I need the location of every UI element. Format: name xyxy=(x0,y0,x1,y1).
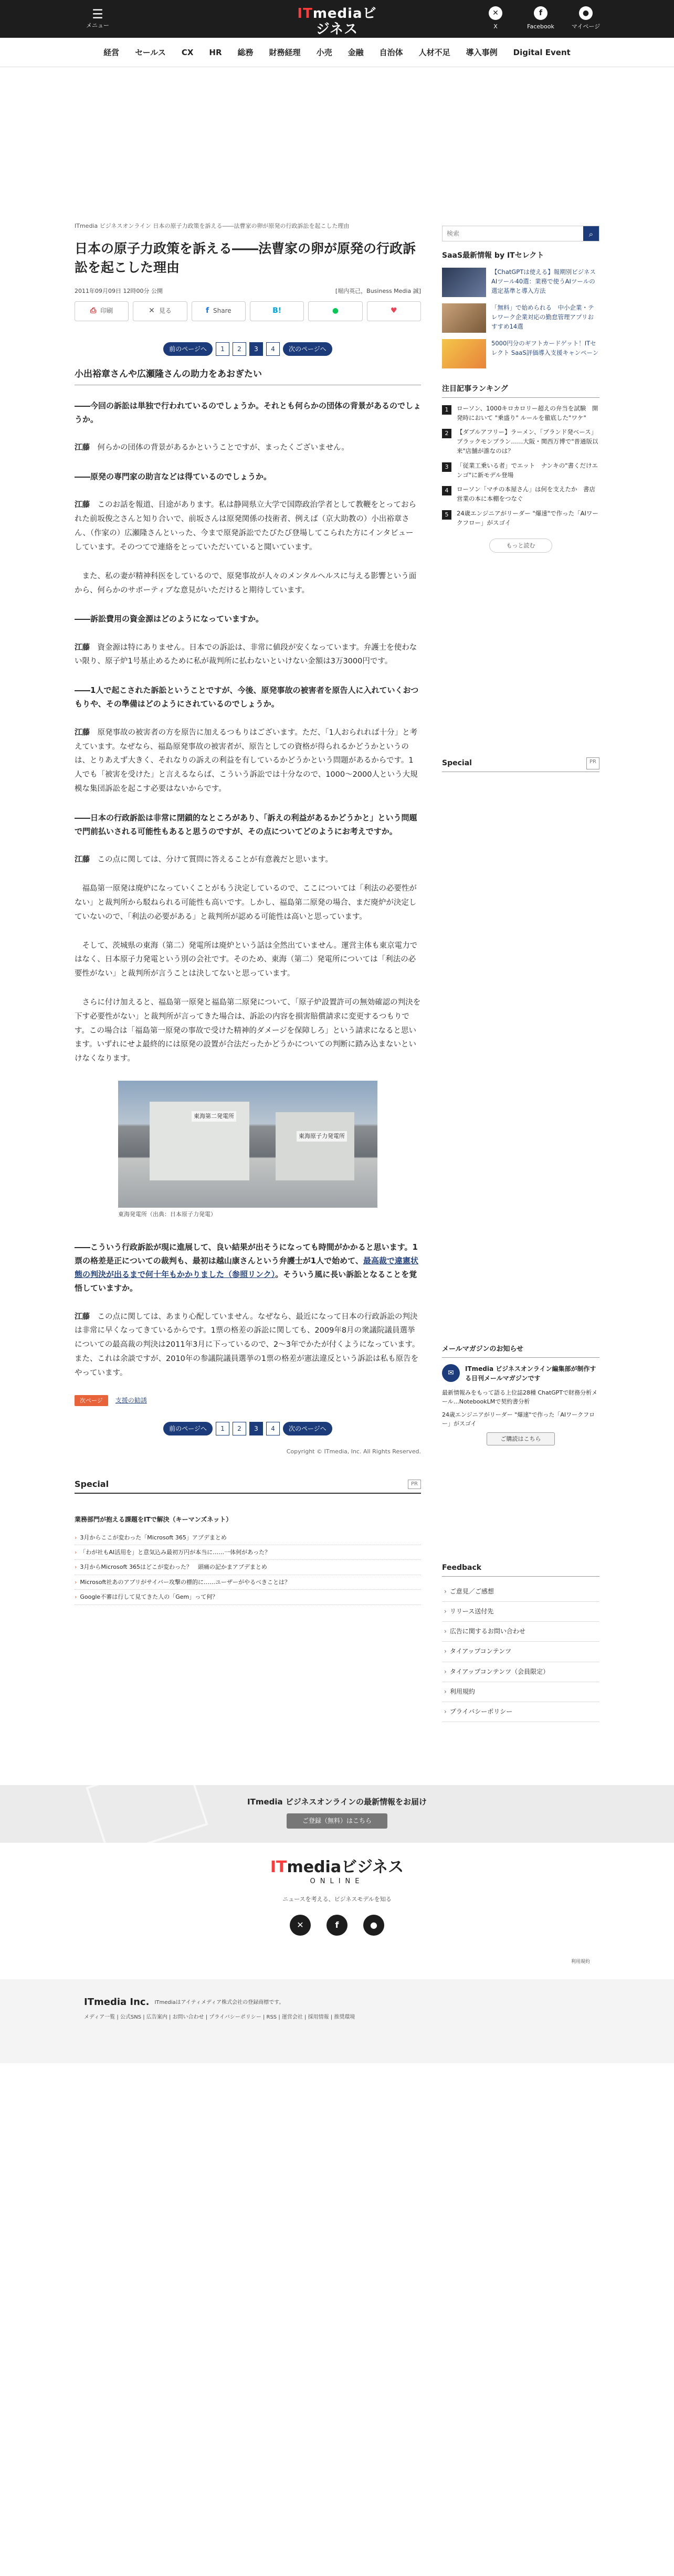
newsletter-text: ITmedia ビジネスオンライン編集部が制作する日刊メールマガジンです xyxy=(465,1365,596,1382)
keyman-text: 「わが社もAI活用を」と意気込み最初万円が本当に……一体何があった？ xyxy=(80,1549,271,1556)
chevron-right-icon: › xyxy=(444,1648,447,1655)
newsletter-item[interactable]: 最新情報みをもって語る上位誌28種 ChatGPTで財務分析メール…NotebookLMで契約書分析 xyxy=(442,1389,598,1405)
page-link[interactable]: 1 xyxy=(216,1422,229,1435)
ranking-item[interactable] xyxy=(442,509,599,528)
keyman-section xyxy=(75,1515,421,1722)
answer-text: このお話を報道、目途があります。私は静岡県立大学で国際政治学者として教鞭をとっておられた前坂俊之さんと知り合いで、前坂さんは原発関係の技術者、例えば（京大助教の）小出裕章さん、（作家の）広瀬隆さんといった、今まで原発訴訟でたびたび登場してこられた方にインタビューしています。そのつてで連絡をとっていただいていると聞いています。 xyxy=(75,501,417,552)
author: [堀内英己，Business Media 誠] xyxy=(335,288,421,295)
corp-logo[interactable]: ITmedia Inc. xyxy=(84,1997,150,2008)
answer xyxy=(75,641,421,669)
keyman-item[interactable] xyxy=(75,1530,421,1545)
question: ――日本の行政訴訟は非常に閉鎖的なところがあり、「訴えの利益があるかどうかと」という問題で門前払いされる可能性もあると思うのですが、その点についてどのようにお考えですか。 xyxy=(75,812,417,836)
answer-text: そして、茨城県の東海（第二）発電所は廃炉という話は全然出ていません。運営主体も東京電力ではなく、日本原子力発電という別の会社です。そのため、東海（第二）発電所については「利法の必要性がない」と裁判所が言うことは決してないと思っています。 xyxy=(75,941,418,978)
facebook-icon: f xyxy=(534,6,547,20)
feedback-text: プライバシーポリシー xyxy=(449,1707,513,1715)
answer xyxy=(75,939,421,981)
share-bar xyxy=(75,301,421,321)
nav-item[interactable]: HR xyxy=(209,47,222,57)
answer-text: さらに付け加えると、福島第一原発と福島第二原発について、「原子炉設置許可の無効確認の判決を下す必要性がない」と裁判所が言ってきた場合は、訴訟の内容を損害賠償請求に変更するつもりです。この場合は「福島第一原発の事故で受けた精神的ダメージを保障しろ」という請求になると思います。いずれにせよ最終的には原発の設置が合法だったかどうかについての判断に踏み込まないといけなくなります。 xyxy=(75,998,421,1063)
keyman-heading: 業務部門が抱える課題をITで解決（キーマンズネット） xyxy=(75,1516,233,1524)
article xyxy=(75,219,421,1494)
chevron-right-icon: › xyxy=(444,1707,447,1715)
newsletter-list xyxy=(442,1388,599,1428)
feedback-section xyxy=(442,1515,599,1722)
article-photo xyxy=(118,1081,377,1219)
feedback-text: タイアップコンテンツ xyxy=(449,1648,512,1655)
search-input[interactable] xyxy=(443,226,583,241)
feedback-text: 利用規約 xyxy=(449,1687,475,1695)
publish-date: 2011年09月09日 12時00分 公開 xyxy=(75,288,163,295)
ranking-text: 【ダブルアフリー】ラーメン、「ブランド発ベース」ブラックモンブラン……大阪・関西万博で"普通版以来"店舗が誰なのは？ xyxy=(457,428,598,455)
question: ――今回の訴訟は単独で行われているのでしょうか。それとも何らかの団体の背景があるのでしょうか。 xyxy=(75,400,422,425)
answer xyxy=(75,569,421,598)
answer-text: この点に関しては、分けて質問に答えることが有意義だと思います。 xyxy=(97,856,333,864)
chevron-right-icon: › xyxy=(444,1628,447,1635)
x-label: X xyxy=(493,23,498,30)
special-title: Special xyxy=(75,1479,109,1489)
facebook-icon: f xyxy=(205,307,209,315)
facebook-label: Facebook xyxy=(527,23,554,30)
search-box xyxy=(442,226,599,241)
chevron-right-icon: › xyxy=(444,1587,447,1595)
rank-number: 1 xyxy=(442,405,451,415)
newsletter-banner xyxy=(0,1785,674,1843)
speaker: 江藤 xyxy=(75,1312,90,1321)
x-icon: ✕ xyxy=(149,307,155,315)
x-icon: ✕ xyxy=(489,6,502,20)
next-teaser-link[interactable]: 支援の勧誘 xyxy=(115,1396,147,1404)
print-button[interactable] xyxy=(75,301,129,321)
feedback-text: タイアップコンテンツ（会員限定） xyxy=(449,1667,550,1675)
saas-item[interactable] xyxy=(442,303,599,333)
facebook-button[interactable] xyxy=(526,6,555,31)
arrow-icon: › xyxy=(75,1534,77,1541)
copyright: Copyright © ITmedia, Inc. All Rights Reserved. xyxy=(286,1448,421,1455)
keyman-item[interactable] xyxy=(75,1575,421,1590)
feedback-link[interactable] xyxy=(442,1642,599,1662)
mypage-label: マイページ xyxy=(571,23,601,30)
top-bar xyxy=(0,0,674,44)
keyman-text: Google不審は行して見てきた人の「Gem」って何？ xyxy=(80,1593,218,1601)
nav-item[interactable]: 財務経理 xyxy=(269,47,301,57)
feedback-link[interactable] xyxy=(442,1582,599,1602)
ad-space xyxy=(0,67,674,219)
line-button[interactable] xyxy=(308,301,362,321)
newsletter-banner-text: ITmedia ビジネスオンラインの最新情報をお届け xyxy=(247,1797,427,1807)
keyman-text: 3月からMicrosoft 365はどこが変わった？ 頭痛の記かまアプデまとめ xyxy=(80,1564,267,1571)
photo-label: 東海原子力発電所 xyxy=(297,1131,347,1142)
page-link[interactable]: 2 xyxy=(233,342,246,356)
prev-page-button[interactable]: 前のページへ xyxy=(163,1422,213,1435)
answer-text: 何らかの団体の背景があるかということですが、まったくございません。 xyxy=(97,444,349,452)
ranking-item[interactable] xyxy=(442,461,599,480)
nav-item[interactable]: CX xyxy=(181,47,194,57)
next-page-teaser xyxy=(75,1395,421,1407)
share-label: Share xyxy=(213,307,231,315)
newsletter-item[interactable]: 24歳エンジニアがリーダー "爆速"で作った「AIワークフロー」がスゴイ xyxy=(442,1411,595,1427)
saas-heading: SaaS最新情報 by ITセレクト xyxy=(442,251,544,260)
logo-brand: IT xyxy=(297,6,313,22)
user-icon[interactable]: ● xyxy=(363,1915,384,1936)
sidebar-special-heading xyxy=(442,757,599,772)
register-button[interactable]: ご登録（無料）はこちら xyxy=(287,1813,387,1829)
nav-item[interactable]: 導入事例 xyxy=(466,47,498,57)
keyman-item[interactable] xyxy=(75,1545,421,1560)
answer-text: この点に関しては、あまり心配していません。なぜなら、最近になって日本の行政訴訟の判決は非常に早くなってきているからです。1票の格差の訴訟に関しても、2009年8月の衆議院議員選挙についての最高裁の判決は2011年3月に下っているので、2〜3年でかたが付くようになっています。また、これは余談ですが、2010年の参議院議員選挙の1票の格差が憲法違反という訴訟は私も原告をやっています。 xyxy=(75,1312,420,1377)
footer-corporate xyxy=(0,1979,674,2063)
thumbnail xyxy=(442,303,486,333)
keyman-text: Microsoft社あのアプリがサイバー攻撃の標的に……ユーザーがやるべきことは？ xyxy=(80,1578,291,1586)
site-logo[interactable] xyxy=(294,6,380,44)
menu-label: メニュー xyxy=(86,22,109,29)
footer-logo[interactable] xyxy=(0,1859,674,1876)
nav-item[interactable]: 小売 xyxy=(316,47,332,57)
ranking-item[interactable] xyxy=(442,485,599,504)
mypage-button[interactable] xyxy=(571,6,601,31)
corp-description: ITmediaはアイティメディア株式会社の登録商標です。 xyxy=(154,1999,285,2005)
answer-text: 福島第一原発は廃炉になっていくことがもう決定しているので、ここについては「利法の必要性がない」と裁判所から駁ねられる可能性も高いです。しかし、福島第二原発の場合、まだ廃炉が決定していないので、「利法の必要がある」と裁判所が認める可能性は高いと思っています。 xyxy=(75,884,417,921)
logo-title: mediaビジネス xyxy=(312,6,377,37)
line-icon: ● xyxy=(332,307,339,315)
feedback-text: 広告に関するお問い合わせ xyxy=(449,1628,525,1635)
facebook-share-button[interactable] xyxy=(192,301,246,321)
answer xyxy=(75,996,421,1066)
page-link[interactable]: 4 xyxy=(266,1422,280,1435)
footer-tagline: ニュースを考える、ビジネスモデルを知る xyxy=(282,1895,392,1903)
pr-badge: PR xyxy=(408,1480,421,1489)
saas-item[interactable] xyxy=(442,339,599,368)
question: ――原発の専門家の助言などは得ているのでしょうか。 xyxy=(75,472,272,482)
page-link[interactable]: 1 xyxy=(216,342,229,356)
question: ――1人で起こされた訴訟ということですが、今後、原発事故の被害者を原告人に入れていくおつもりや、その準備はどのようにされているのでしょうか。 xyxy=(75,685,419,709)
photo-caption: 東海発電所（出典：日本原子力発電） xyxy=(118,1211,216,1218)
saas-item-text: 「無料」で始められる 中小企業・テレワーク企業対応の勤怠管理アプリおすすめ14選 xyxy=(491,304,594,331)
thumbnail xyxy=(442,339,486,368)
pocket-button[interactable] xyxy=(367,301,421,321)
pocket-icon: ♥ xyxy=(391,307,397,315)
saas-item-text: 5000円分のギフトカードゲット！ITセレクト SaaS評価導入支援キャンペーン xyxy=(491,340,599,357)
view-label: 見る xyxy=(159,307,172,315)
ranking-text: 24歳エンジニアがリーダー "爆速"で作った「AIワークフロー」がスゴイ xyxy=(457,510,598,526)
article-body xyxy=(75,399,421,1066)
nav-item[interactable]: Digital Event xyxy=(513,47,571,57)
photo-label: 東海第二発電所 xyxy=(192,1111,236,1122)
feedback-link[interactable] xyxy=(442,1602,599,1622)
newsletter-box xyxy=(442,1364,599,1383)
breadcrumb[interactable]: ITmedia ビジネスオンライン 日本の原子力政策を訴える――法曹家の卵が原発の行政訴訟を起こした理由 xyxy=(75,223,350,229)
answer xyxy=(75,441,421,455)
x-button[interactable] xyxy=(481,6,510,31)
question xyxy=(75,1240,421,1295)
arrow-icon: › xyxy=(75,1564,77,1571)
footer-logo-title: mediaビジネス xyxy=(287,1858,404,1877)
speaker: 江藤 xyxy=(75,728,90,737)
mail-icon: ✉ xyxy=(442,1364,460,1382)
saas-item[interactable] xyxy=(442,268,599,297)
footer-logo-brand: IT xyxy=(270,1858,287,1877)
nav-item[interactable]: セールス xyxy=(135,47,166,57)
page-link-current[interactable]: 3 xyxy=(249,342,263,356)
keyman-text: 3月からここが変わった「Microsoft 365」アプデまとめ xyxy=(80,1534,227,1541)
nav-item[interactable]: 人材不足 xyxy=(418,47,450,57)
answer-text: 資金源は特にありません。日本での訴訟は、非常に値段が安くなっています。弁護士を使わない限り、原子炉1号基止めるために私が裁判所に払わないといけない金額は3万3000円です。 xyxy=(75,643,417,666)
special-title: Special xyxy=(442,759,472,768)
page-link[interactable]: 4 xyxy=(266,342,280,356)
feedback-link[interactable] xyxy=(442,1662,599,1682)
logo-subtitle: ONLINE xyxy=(315,37,359,44)
chevron-right-icon: › xyxy=(444,1687,447,1695)
terms-link[interactable]: 利用規約 xyxy=(571,1959,590,1965)
ranking-heading: 注目記事ランキング xyxy=(442,383,599,397)
sidebar xyxy=(442,219,599,1494)
ranking-text: 「従業工乗いる者」でエット ナンキの"書くだけエンゴ"に新モデル登場 xyxy=(457,461,598,479)
feedback-link[interactable] xyxy=(442,1702,599,1722)
facebook-icon[interactable]: f xyxy=(327,1915,347,1936)
article-title: 日本の原子力政策を訴える――法曹家の卵が原発の行政訴訟を起こした理由 xyxy=(75,240,416,275)
chevron-right-icon: › xyxy=(444,1608,447,1616)
saas-item-text: 【ChatGPTは使える】報期別ビジネスAIツール40選：業務で使うAIツールの選定基準と導入方法 xyxy=(491,268,596,295)
nav-item[interactable]: 総務 xyxy=(237,47,254,57)
nav-item[interactable]: 金融 xyxy=(347,47,364,57)
prev-page-button[interactable]: 前のページへ xyxy=(163,342,213,356)
power-plant-image xyxy=(118,1081,377,1208)
feedback-heading: Feedback xyxy=(442,1562,599,1576)
ranking-item[interactable] xyxy=(442,404,599,423)
next-page-button[interactable]: 次のページへ xyxy=(283,1422,332,1435)
feedback-link[interactable] xyxy=(442,1622,599,1642)
chevron-right-icon: › xyxy=(444,1667,447,1675)
answer xyxy=(75,726,421,796)
arrow-icon: › xyxy=(75,1593,77,1601)
view-button[interactable] xyxy=(133,301,187,321)
user-icon: ● xyxy=(579,6,593,20)
subscribe-button[interactable]: ご購読はこちら xyxy=(487,1432,555,1446)
answer xyxy=(75,853,421,867)
next-badge: 次ページ xyxy=(75,1395,108,1407)
rank-number: 3 xyxy=(442,462,451,472)
pager-bottom xyxy=(75,1422,421,1435)
section-heading: 小出裕章さんや広瀬隆さんの助力をあおぎたい xyxy=(75,367,421,385)
thumbnail xyxy=(442,268,486,297)
feedback-text: リリース送付先 xyxy=(449,1608,494,1616)
pdf-icon: ⎙ xyxy=(90,307,97,315)
next-page-button[interactable]: 次のページへ xyxy=(283,342,332,356)
answer-text: 原発事故の被害者の方を原告に加えるつもりはございます。ただ、「1人おられれば十分」と考えています。なぜなら、福島原発事故の被害者が、原告としての資格が得られるかどうかというのは、とりあえず大きく、それなりの訴えの利益を有しているかどうかという問題があるからです。1人でも「被害を受けた」と言えるならば、こういう訴訟では十分なので、1000〜2000人という大規模な集団訴訟を起こす必要はないからです。 xyxy=(75,728,418,793)
question: ――訴訟費用の資金源はどのようになっていますか。 xyxy=(75,614,264,624)
footer-links[interactable]: メディア一覧 | 公式SNS | 広告案内 | お問い合わせ | プライバシーポリシー | RSS | 運営会社 | 採用情報 | 推奨環境 xyxy=(84,2014,355,2020)
rank-number: 4 xyxy=(442,486,451,495)
arrow-icon: › xyxy=(75,1578,77,1586)
ranking-item[interactable] xyxy=(442,428,599,456)
hamburger-icon: ☰ xyxy=(92,7,103,22)
question-text: 。そういう風に長い訴訟となることを覚悟していますか。 xyxy=(75,1270,417,1293)
more-button[interactable]: もっと読む xyxy=(489,539,552,553)
arrow-icon: › xyxy=(75,1549,77,1556)
feedback-text: ご意見／ご感想 xyxy=(449,1587,494,1595)
hatena-icon: B! xyxy=(272,307,282,315)
newsletter-heading: メールマガジンのお知らせ xyxy=(442,1344,599,1358)
nav-item[interactable]: 経営 xyxy=(103,47,120,57)
keyman-item[interactable] xyxy=(75,1590,421,1604)
keyman-item[interactable] xyxy=(75,1560,421,1575)
rank-number: 5 xyxy=(442,510,451,520)
answer xyxy=(75,1310,421,1380)
answer-text: また、私の妻が精神科医をしているので、原発事故が人々のメンタルヘルスに与える影響という面から、何らかのサポーティブな意見がいただけると期待しています。 xyxy=(75,572,417,595)
pager-top xyxy=(75,342,421,356)
hatena-button[interactable] xyxy=(250,301,304,321)
nav-item[interactable]: 自治体 xyxy=(379,47,403,57)
answer xyxy=(75,498,421,554)
speaker: 江藤 xyxy=(75,643,90,652)
ranking-text: ローソン、1000キロカロリー超えの弁当を試験 開発時において "乗盛り" ルールを徹底した"ワケ" xyxy=(457,404,598,421)
special-section-heading xyxy=(75,1477,421,1494)
search-icon[interactable]: ⌕ xyxy=(583,226,599,241)
footer-logo-subtitle: ONLINE xyxy=(310,1877,364,1886)
speaker: 江藤 xyxy=(75,444,90,452)
page-link[interactable]: 2 xyxy=(233,1422,246,1435)
question-text: ――こういう行政訴訟が現に進展して、良い結果が出そうになっても時間がかかると思います。1票の格差是正についての裁判も、最初は越山康さんという弁護士が1人で始めて、 xyxy=(75,1242,418,1265)
pr-badge: PR xyxy=(586,757,599,769)
ranking-text: ローソン「マチの本屋さん」は何を支えたか 書店営業の本に本棚をつなぐ xyxy=(457,485,596,503)
speaker: 江藤 xyxy=(75,501,90,510)
x-icon[interactable]: ✕ xyxy=(290,1915,311,1936)
reference-link[interactable]: 最高裁で違憲状態の判決が出るまで何十年もかかりました（参照リンク） xyxy=(75,1255,418,1280)
page-link-current[interactable]: 3 xyxy=(249,1422,263,1435)
feedback-link[interactable] xyxy=(442,1682,599,1702)
speaker: 江藤 xyxy=(75,856,90,864)
print-label: 印刷 xyxy=(100,307,113,315)
menu-button[interactable] xyxy=(83,7,112,30)
answer xyxy=(75,882,421,924)
rank-number: 2 xyxy=(442,429,451,438)
